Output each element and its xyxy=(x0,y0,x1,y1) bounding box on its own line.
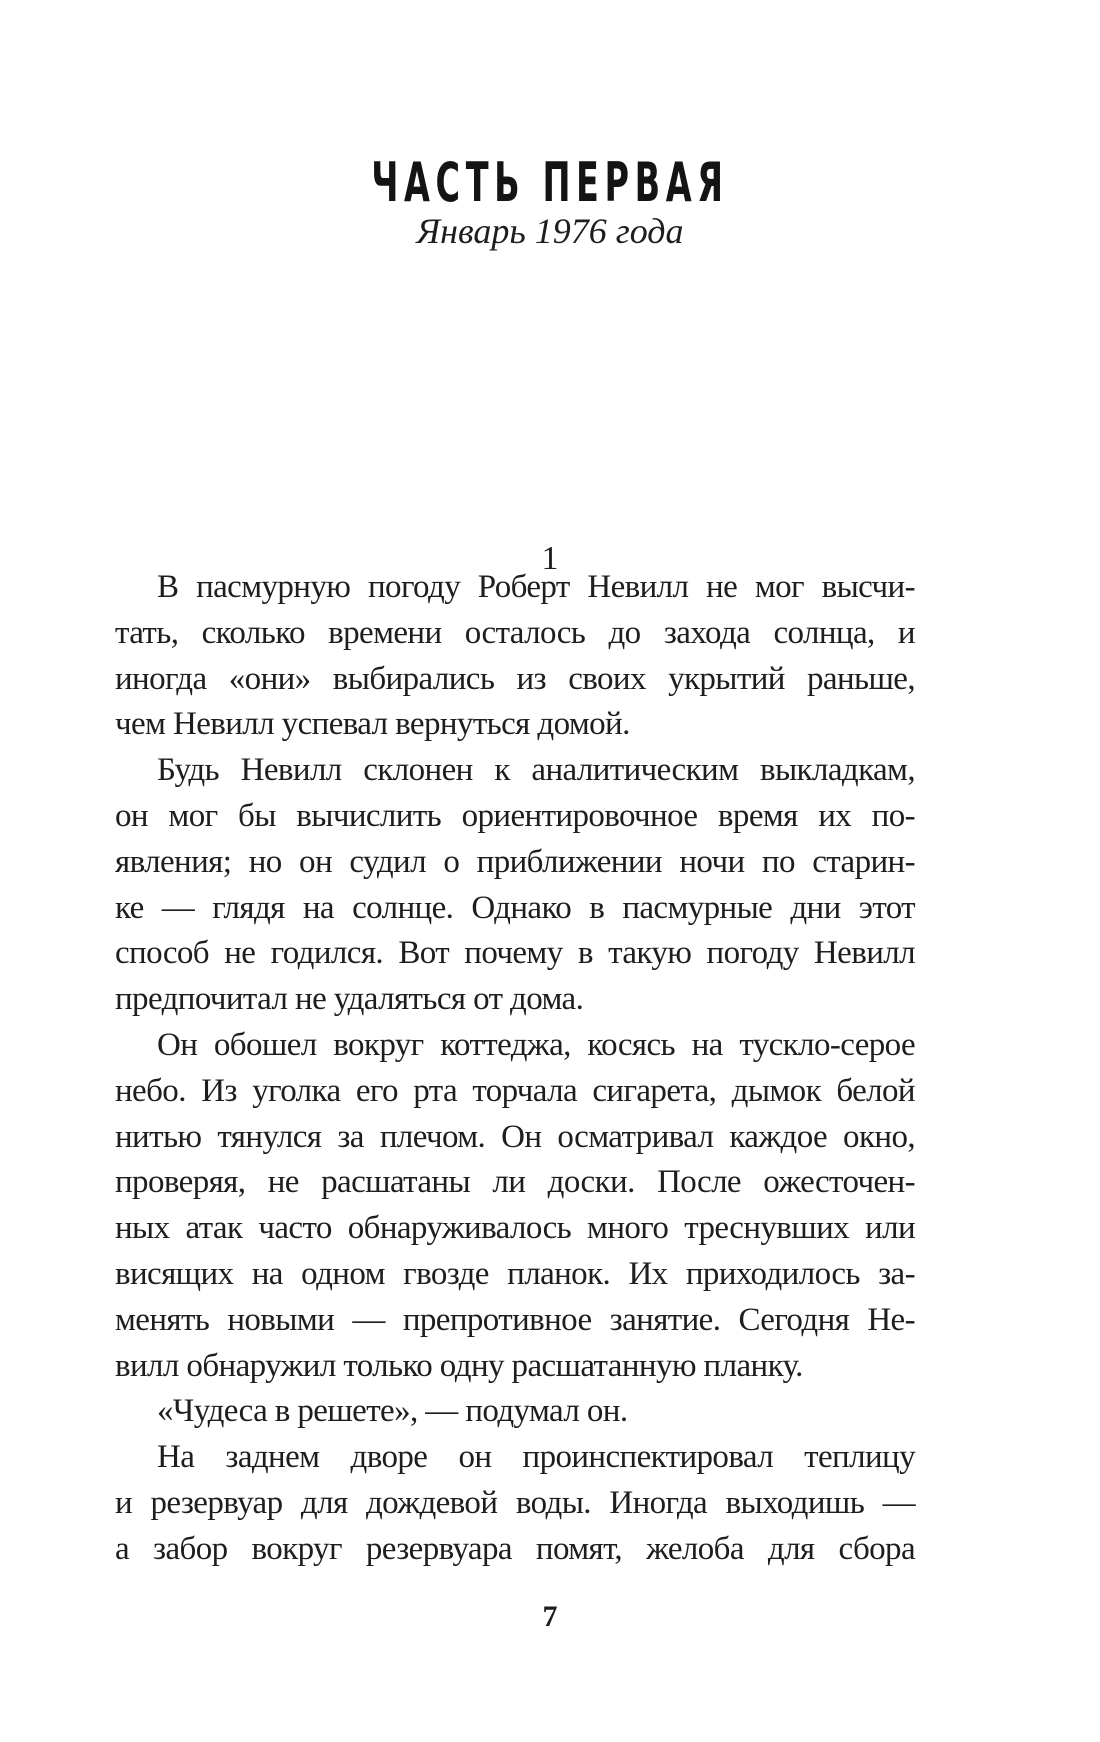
text-line: В пасмурную погоду Роберт Невилл не мог высчи- xyxy=(157,569,915,605)
text-line: «Чудеса в решете», — подумал он. xyxy=(157,1393,628,1430)
text-line: явления; но он судил о приближении ночи по старин- xyxy=(115,843,915,880)
body-text xyxy=(115,565,915,1573)
text-line: иногда «они» выбирались из своих укрытий раньше, xyxy=(115,660,915,697)
chapter-number: 1 xyxy=(541,540,559,577)
text-line: висящих на одном гвозде планок. Их приходилось за- xyxy=(115,1255,915,1292)
page-number: 7 xyxy=(542,1600,558,1633)
text-line: менять новыми — препротивное занятие. Сегодня Не- xyxy=(115,1301,915,1338)
text-line: чем Невилл успевал вернуться домой. xyxy=(115,706,630,743)
text-line: ных атак часто обнаруживалось много треснувших или xyxy=(115,1210,915,1247)
part-title: ЧАСТЬ ПЕРВАЯ xyxy=(371,151,729,214)
text-line: вилл обнаружил только одну расшатанную планку. xyxy=(115,1347,803,1384)
text-line: а забор вокруг резервуара помят, желоба для сбора xyxy=(115,1530,915,1567)
text-line: Он обошел вокруг коттеджа, косясь на тускло-серое xyxy=(157,1026,915,1063)
text-line: нитью тянулся за плечом. Он осматривал каждое окно, xyxy=(115,1118,915,1155)
text-line: предпочитал не удаляться от дома. xyxy=(115,981,584,1018)
text-line: он мог бы вычислить ориентировочное время их по- xyxy=(115,797,915,834)
text-line: ке — глядя на солнце. Однако в пасмурные дни этот xyxy=(115,889,915,926)
part-subtitle: Январь 1976 года xyxy=(416,211,684,251)
text-line: способ не годился. Вот почему в такую погоду Невилл xyxy=(115,935,915,972)
text-line: проверяя, не расшатаны ли доски. После ожесточен- xyxy=(115,1164,915,1201)
text-line: На заднем дворе он проинспектировал теплицу xyxy=(157,1439,915,1476)
text-line: небо. Из уголка его рта торчала сигарета, дымок белой xyxy=(115,1072,915,1109)
text-line: тать, сколько времени осталось до захода солнца, и xyxy=(115,614,915,651)
text-line: Будь Невилл склонен к аналитическим выкладкам, xyxy=(157,752,915,789)
text-line: и резервуар для дождевой воды. Иногда выходишь — xyxy=(115,1484,915,1521)
